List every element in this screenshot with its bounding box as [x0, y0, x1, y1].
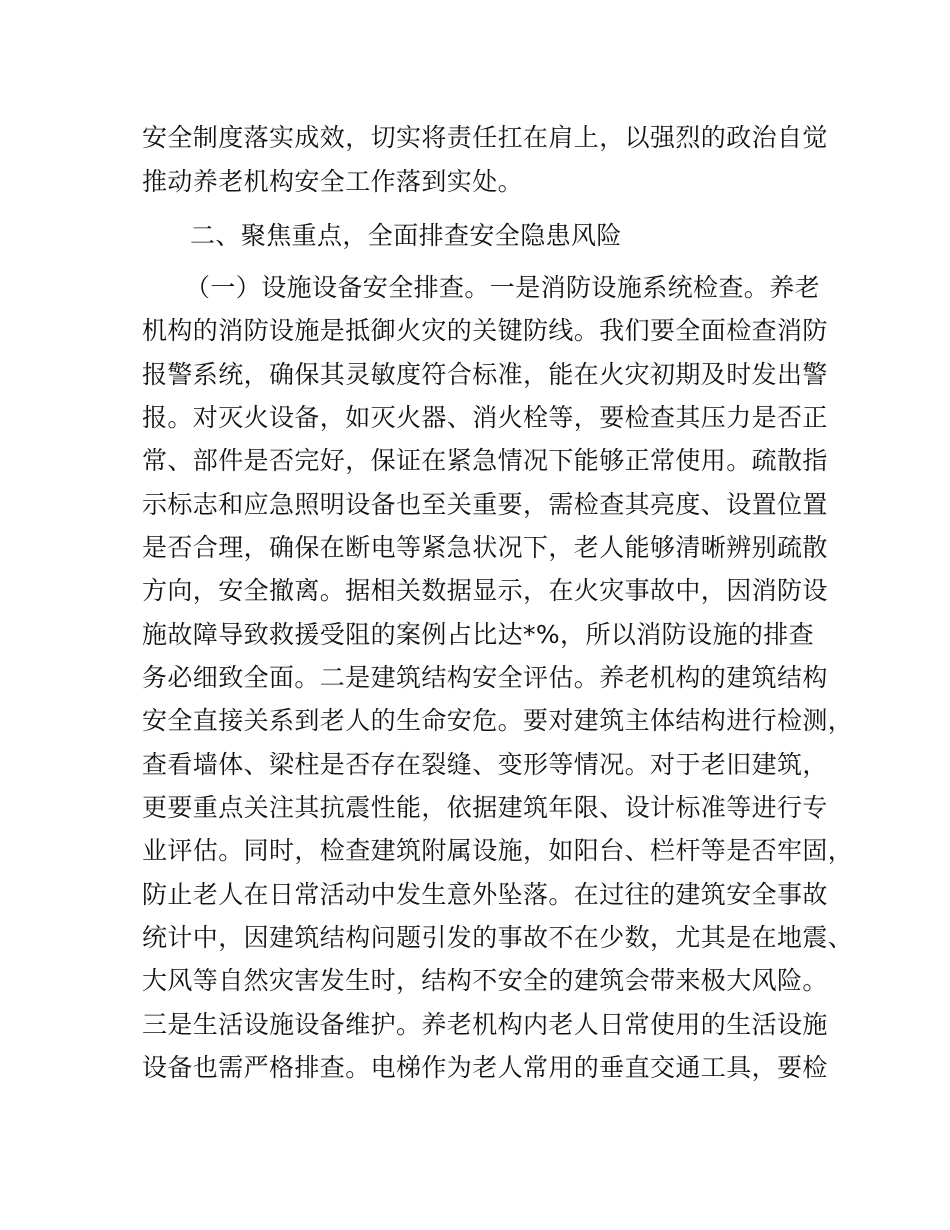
text-line: 报。对灭火设备，如灭火器、消火栓等，要检查其压力是否正 [142, 403, 828, 432]
text-line: 推动养老机构安全工作落到实处。 [142, 167, 524, 196]
text-line: 常、部件是否完好，保证在紧急情况下能够正常使用。疏散指 [142, 446, 828, 475]
text-line: 大风等自然灾害发生时，结构不安全的建筑会带来极大风险。 [142, 966, 828, 995]
text-line: 安全直接关系到老人的生命安危。要对建筑主体结构进行检测， [142, 706, 854, 735]
text-line: 方向，安全撤离。据相关数据显示，在火灾事故中，因消防设 [142, 576, 828, 605]
text-line: 示标志和应急照明设备也至关重要，需检查其亮度、设置位置 [142, 490, 828, 519]
text-line: 查看墙体、梁柱是否存在裂缝、变形等情况。对于老旧建筑， [142, 750, 828, 779]
text-line: 更要重点关注其抗震性能，依据建筑年限、设计标准等进行专 [142, 793, 828, 822]
text-line: 是否合理，确保在断电等紧急状况下，老人能够清晰辨别疏散 [142, 533, 828, 562]
text-line: 报警系统，确保其灵敏度符合标准，能在火灾初期及时发出警 [142, 360, 828, 389]
text-line: 务必细致全面。二是建筑结构安全评估。养老机构的建筑结构 [142, 663, 828, 692]
text-line: （一）设施设备安全排查。一是消防设施系统检查。养老 [185, 273, 821, 302]
text-line: 防止老人在日常活动中发生意外坠落。在过往的建筑安全事故 [142, 880, 828, 909]
text-line: 机构的消防设施是抵御火灾的关键防线。我们要全面检查消防 [142, 316, 828, 345]
text-line: 设备也需严格排查。电梯作为老人常用的垂直交通工具，要检 [142, 1053, 828, 1082]
text-line: 三是生活设施设备维护。养老机构内老人日常使用的生活设施 [142, 1010, 828, 1039]
text-line: 安全制度落实成效，切实将责任扛在肩上，以强烈的政治自觉 [142, 123, 828, 152]
text-line: 业评估。同时，检查建筑附属设施，如阳台、栏杆等是否牢固， [142, 836, 854, 865]
text-line: 施故障导致救援受阻的案例占比达*%，所以消防设施的排查 [142, 620, 815, 649]
text-line: 统计中，因建筑结构问题引发的事故不在少数，尤其是在地震、 [142, 923, 854, 952]
section-heading: 二、聚焦重点，全面排查安全隐患风险 [190, 221, 622, 250]
